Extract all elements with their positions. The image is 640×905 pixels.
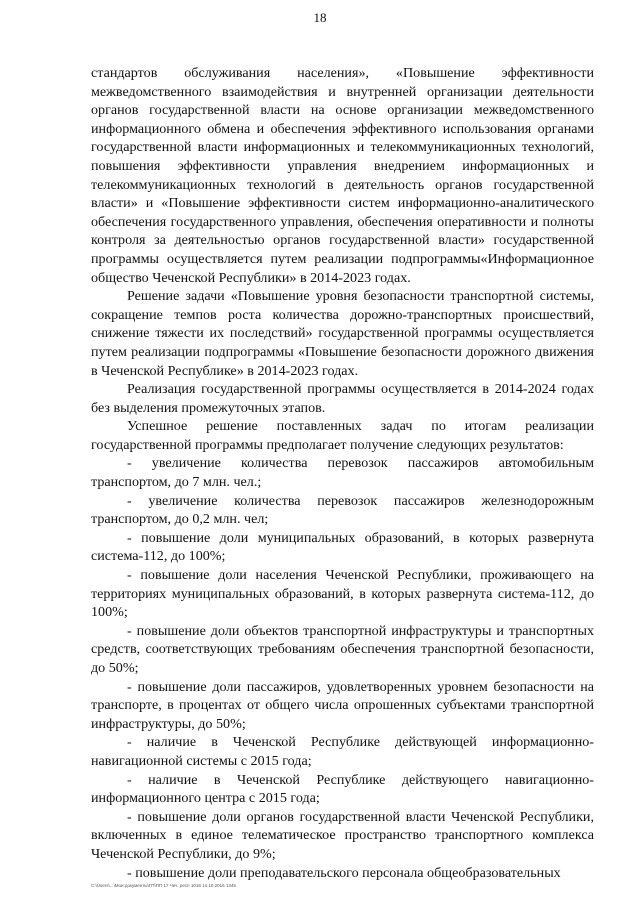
result-item: - повышение доли объектов транспортной инфраструктуры и транспортных средств, соответствующих требованиям обеспечения транспортной безопасности, до 50%; [91,622,594,676]
paragraph-transport-safety: Решение задачи «Повышение уровня безопасности транспортной системы, сокращение темпов роста количества дорожно-транспортных происшествий, снижение тяжести их последствий» государственной программы осуществляется путем реализации подпрограммы «Повышение безопасности дорожного движения в Чеченской Республике» в 2014-2023 годах. [91,288,594,379]
result-item: - повышение доли органов государственной власти Чеченской Республики, включенных в единое телематическое пространство транспортного комплекса Чеченской Республики, до 9%; [91,808,594,862]
paragraph-continuation: стандартов обслуживания населения», «Повышение эффективности межведомственного взаимодействия и внутренней организации деятельности органов государственной власти на основе организации межведомственного информационного обмена и обеспечения эффективного использования органами государственной власти информационных и телекоммуникационных технологий, повышения эффективности управления внедрением информационных и телекоммуникационных технологий в деятельность органов государственной власти» и «Повышение эффективности систем информационно-аналитического обеспечения государственного управления, обеспечения оперативности и полноты контроля за деятельностью органов государственной власти» государственной программы осуществляется путем реализации подпрограммы«Информационное общество Чеченской Республики» в 2014-2023 годах. [91,65,594,286]
result-item: - наличие в Чеченской Республике действующего навигационно-информационного центра с 2015 года; [91,771,594,807]
result-item: - повышение доли населения Чеченской Республики, проживающего на территориях муниципальных образований, в которых развернута система-112, до 100%; [91,567,594,621]
result-item: - повышение доли пассажиров, удовлетворенных уровнем безопасности на транспорте, в процентах от общего числа опрошенных субъектами транспортной инфраструктуры, до 50%; [91,678,594,732]
paragraph-expected-results-intro: Успешное решение поставленных задач по итогам реализации государственной программы предполагает получение следующих результатов: [91,418,594,453]
result-item: - увеличение количества перевозок пассажиров железнодорожным транспортом, до 0,2 млн. чел; [91,492,594,528]
paragraph-implementation-period: Реализация государственной программы осуществляется в 2014-2024 годах без выделения промежуточных этапов. [91,381,594,416]
result-item: - увеличение количества перевозок пассажиров автомобильным транспортом, до 7 млн. чел.; [91,455,594,491]
result-item: - повышение доли преподавательского персонала общеобразовательных [127,864,561,881]
page-number: 18 [313,10,327,25]
file-path-footer: С:\Users\...\Мои документы\ГП\ПП 17 Чеч. респ 1018 14.10.2016 1345 [91,883,236,888]
result-item: - наличие в Чеченской Республике действующей информационно-навигационной системы с 2015 года; [91,734,594,769]
result-item: - повышение доли муниципальных образований, в которых развернута система-112, до 100%; [91,529,594,565]
document-body [91,64,594,882]
